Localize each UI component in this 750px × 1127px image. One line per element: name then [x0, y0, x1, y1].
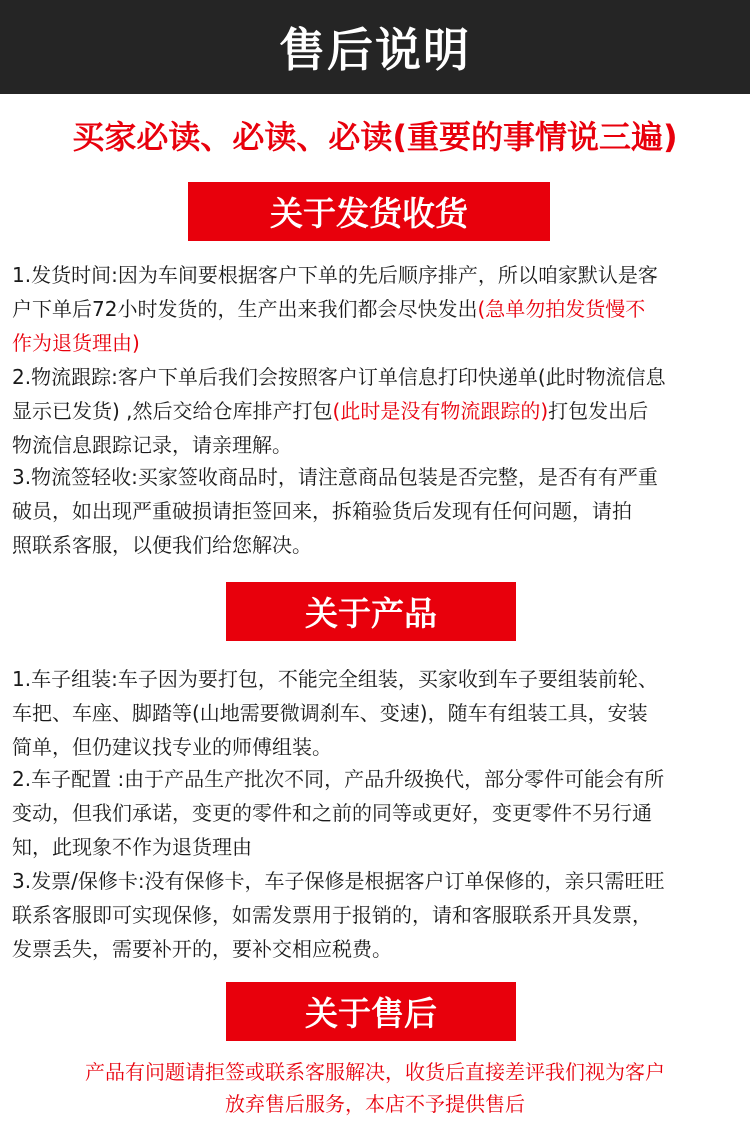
item-line: 知，此现象不作为退货理由 [12, 835, 252, 859]
warning-text: 作为退货理由) [12, 331, 140, 355]
must-read-notice: 买家必读、必读、必读(重要的事情说三遍) [72, 118, 678, 156]
item-line: 1.车子组装:车子因为要打包，不能完全组装，买家收到车子要组装前轮、 [12, 667, 658, 691]
section-title: 关于发货收货 [270, 194, 468, 233]
item-line: 显示已发货) ,然后交给仓库排产打包(此时是没有物流跟踪的)打包发出后 [12, 399, 649, 423]
item-line: 照联系客服，以便我们给您解决。 [12, 533, 312, 557]
section-title: 关于售后 [305, 994, 437, 1033]
item-line: 简单，但仍建议找专业的师傅组装。 [12, 735, 332, 759]
item-line: 2.车子配置 :由于产品生产批次不同，产品升级换代，部分零件可能会有所 [12, 767, 665, 791]
warning-text: (此时是没有物流跟踪的) [332, 399, 549, 423]
item-line: 3.发票/保修卡:没有保修卡，车子保修是根据客户订单保修的，亲只需旺旺 [12, 869, 665, 893]
item-line: 物流信息跟踪记录，请亲理解。 [12, 433, 292, 457]
product-item-3 [12, 864, 734, 966]
notice-line: 产品有问题请拒签或联系客服解决，收货后直接差评我们视为客户 [85, 1060, 665, 1084]
shipping-item-3 [12, 460, 734, 562]
item-line: 3.物流签轻收:买家签收商品时，请注意商品包装是否完整，是否有有严重 [12, 465, 658, 489]
item-line: 2.物流跟踪:客户下单后我们会按照客户订单信息打印快递单(此时物流信息 [12, 365, 666, 389]
item-line: 1.发货时间:因为车间要根据客户下单的先后顺序排产，所以咱家默认是客 [12, 263, 658, 287]
warning-text: (急单勿拍发货慢不 [477, 297, 646, 321]
product-item-2 [12, 762, 734, 864]
section-header-after-sales [226, 982, 516, 1041]
item-line: 发票丢失，需要补开的，要补交相应税费。 [12, 937, 392, 961]
product-item-1 [12, 662, 734, 764]
title-banner [0, 0, 750, 94]
item-line: 户下单后72小时发货的，生产出来我们都会尽快发出(急单勿拍发货慢不 [12, 297, 646, 321]
item-line: 车把、车座、脚踏等(山地需要微调刹车、变速)，随车有组装工具，安装 [12, 701, 648, 725]
section-header-product [226, 582, 516, 641]
page-title: 售后说明 [279, 23, 471, 77]
after-sales-notice [0, 1056, 750, 1120]
notice-line: 放弃售后服务，本店不予提供售后 [225, 1092, 525, 1116]
item-line: 破员，如出现严重破损请拒签回来，拆箱验货后发现有任何问题，请拍 [12, 499, 632, 523]
section-header-shipping [188, 182, 550, 241]
shipping-item-1 [12, 258, 734, 360]
section-title: 关于产品 [305, 594, 437, 633]
item-line: 变动，但我们承诺，变更的零件和之前的同等或更好，变更零件不另行通 [12, 801, 652, 825]
item-line: 联系客服即可实现保修，如需发票用于报销的，请和客服联系开具发票， [12, 903, 652, 927]
shipping-item-2 [12, 360, 734, 462]
